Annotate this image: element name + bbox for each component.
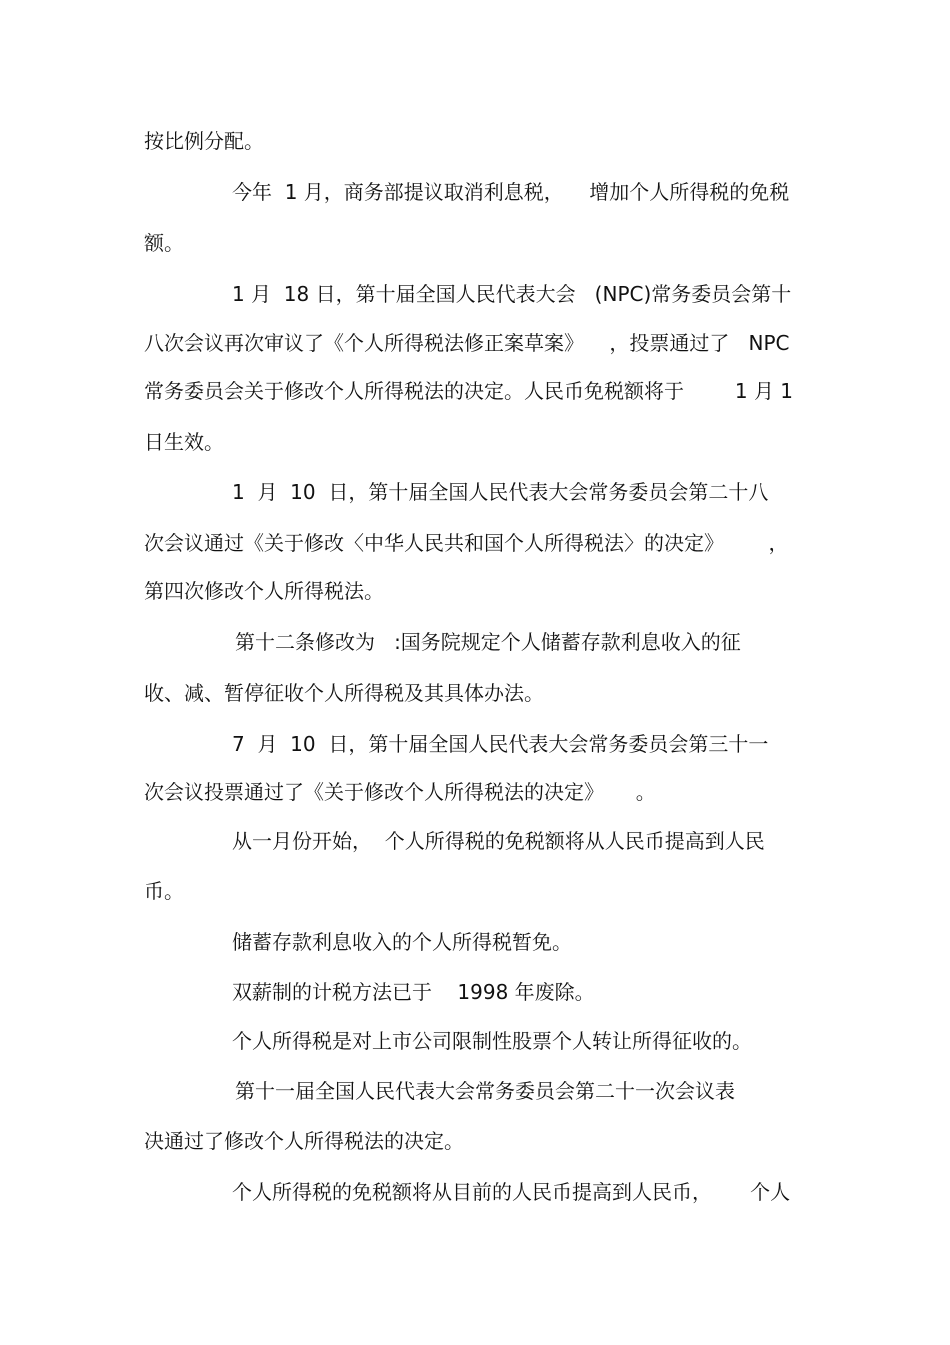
text-line: 币。 (144, 879, 184, 903)
text-line: 次会议通过《关于修改〈中华人民共和国个人所得税法〉的决定》 ， (144, 531, 789, 555)
text-line: 第十一届全国人民代表大会常务委员会第二十一次会议表 (235, 1079, 735, 1103)
text-line: 按比例分配。 (144, 129, 264, 153)
text-line: 7 月 10 日，第十届全国人民代表大会常务委员会第三十一 (232, 732, 769, 756)
text-line: 第十二条修改为 :国务院规定个人储蓄存款利息收入的征 (235, 630, 741, 654)
text-line: 次会议投票通过了《关于修改个人所得税法的决定》 。 (144, 780, 656, 804)
text-line: 双薪制的计税方法已于 1998 年废除。 (232, 980, 595, 1004)
text-line: 日生效。 (144, 430, 224, 454)
text-line: 个人所得税的免税额将从目前的人民币提高到人民币， 个人 (232, 1180, 791, 1204)
text-line: 常务委员会关于修改个人所得税法的决定。人民币免税额将于 1 月 1 (144, 379, 794, 403)
text-line: 1 月 10 日，第十届全国人民代表大会常务委员会第二十八 (232, 480, 769, 504)
text-line: 从一月份开始， 个人所得税的免税额将从人民币提高到人民 (232, 829, 765, 853)
text-line: 第四次修改个人所得税法。 (144, 579, 384, 603)
text-line: 个人所得税是对上市公司限制性股票个人转让所得征收的。 (232, 1029, 752, 1053)
text-line: 储蓄存款利息收入的个人所得税暂免。 (232, 930, 572, 954)
text-line: 1 月 18 日，第十届全国人民代表大会 (NPC)常务委员会第十 (232, 282, 792, 306)
text-line: 额。 (144, 231, 184, 255)
text-line: 今年 1 月，商务部提议取消利息税， 增加个人所得税的免税 (232, 180, 790, 204)
text-line: 决通过了修改个人所得税法的决定。 (144, 1129, 464, 1153)
text-line: 八次会议再次审议了《个人所得税法修正案草案》 ，投票通过了 NPC (144, 331, 790, 355)
text-line: 收、减、暂停征收个人所得税及其具体办法。 (144, 681, 544, 705)
